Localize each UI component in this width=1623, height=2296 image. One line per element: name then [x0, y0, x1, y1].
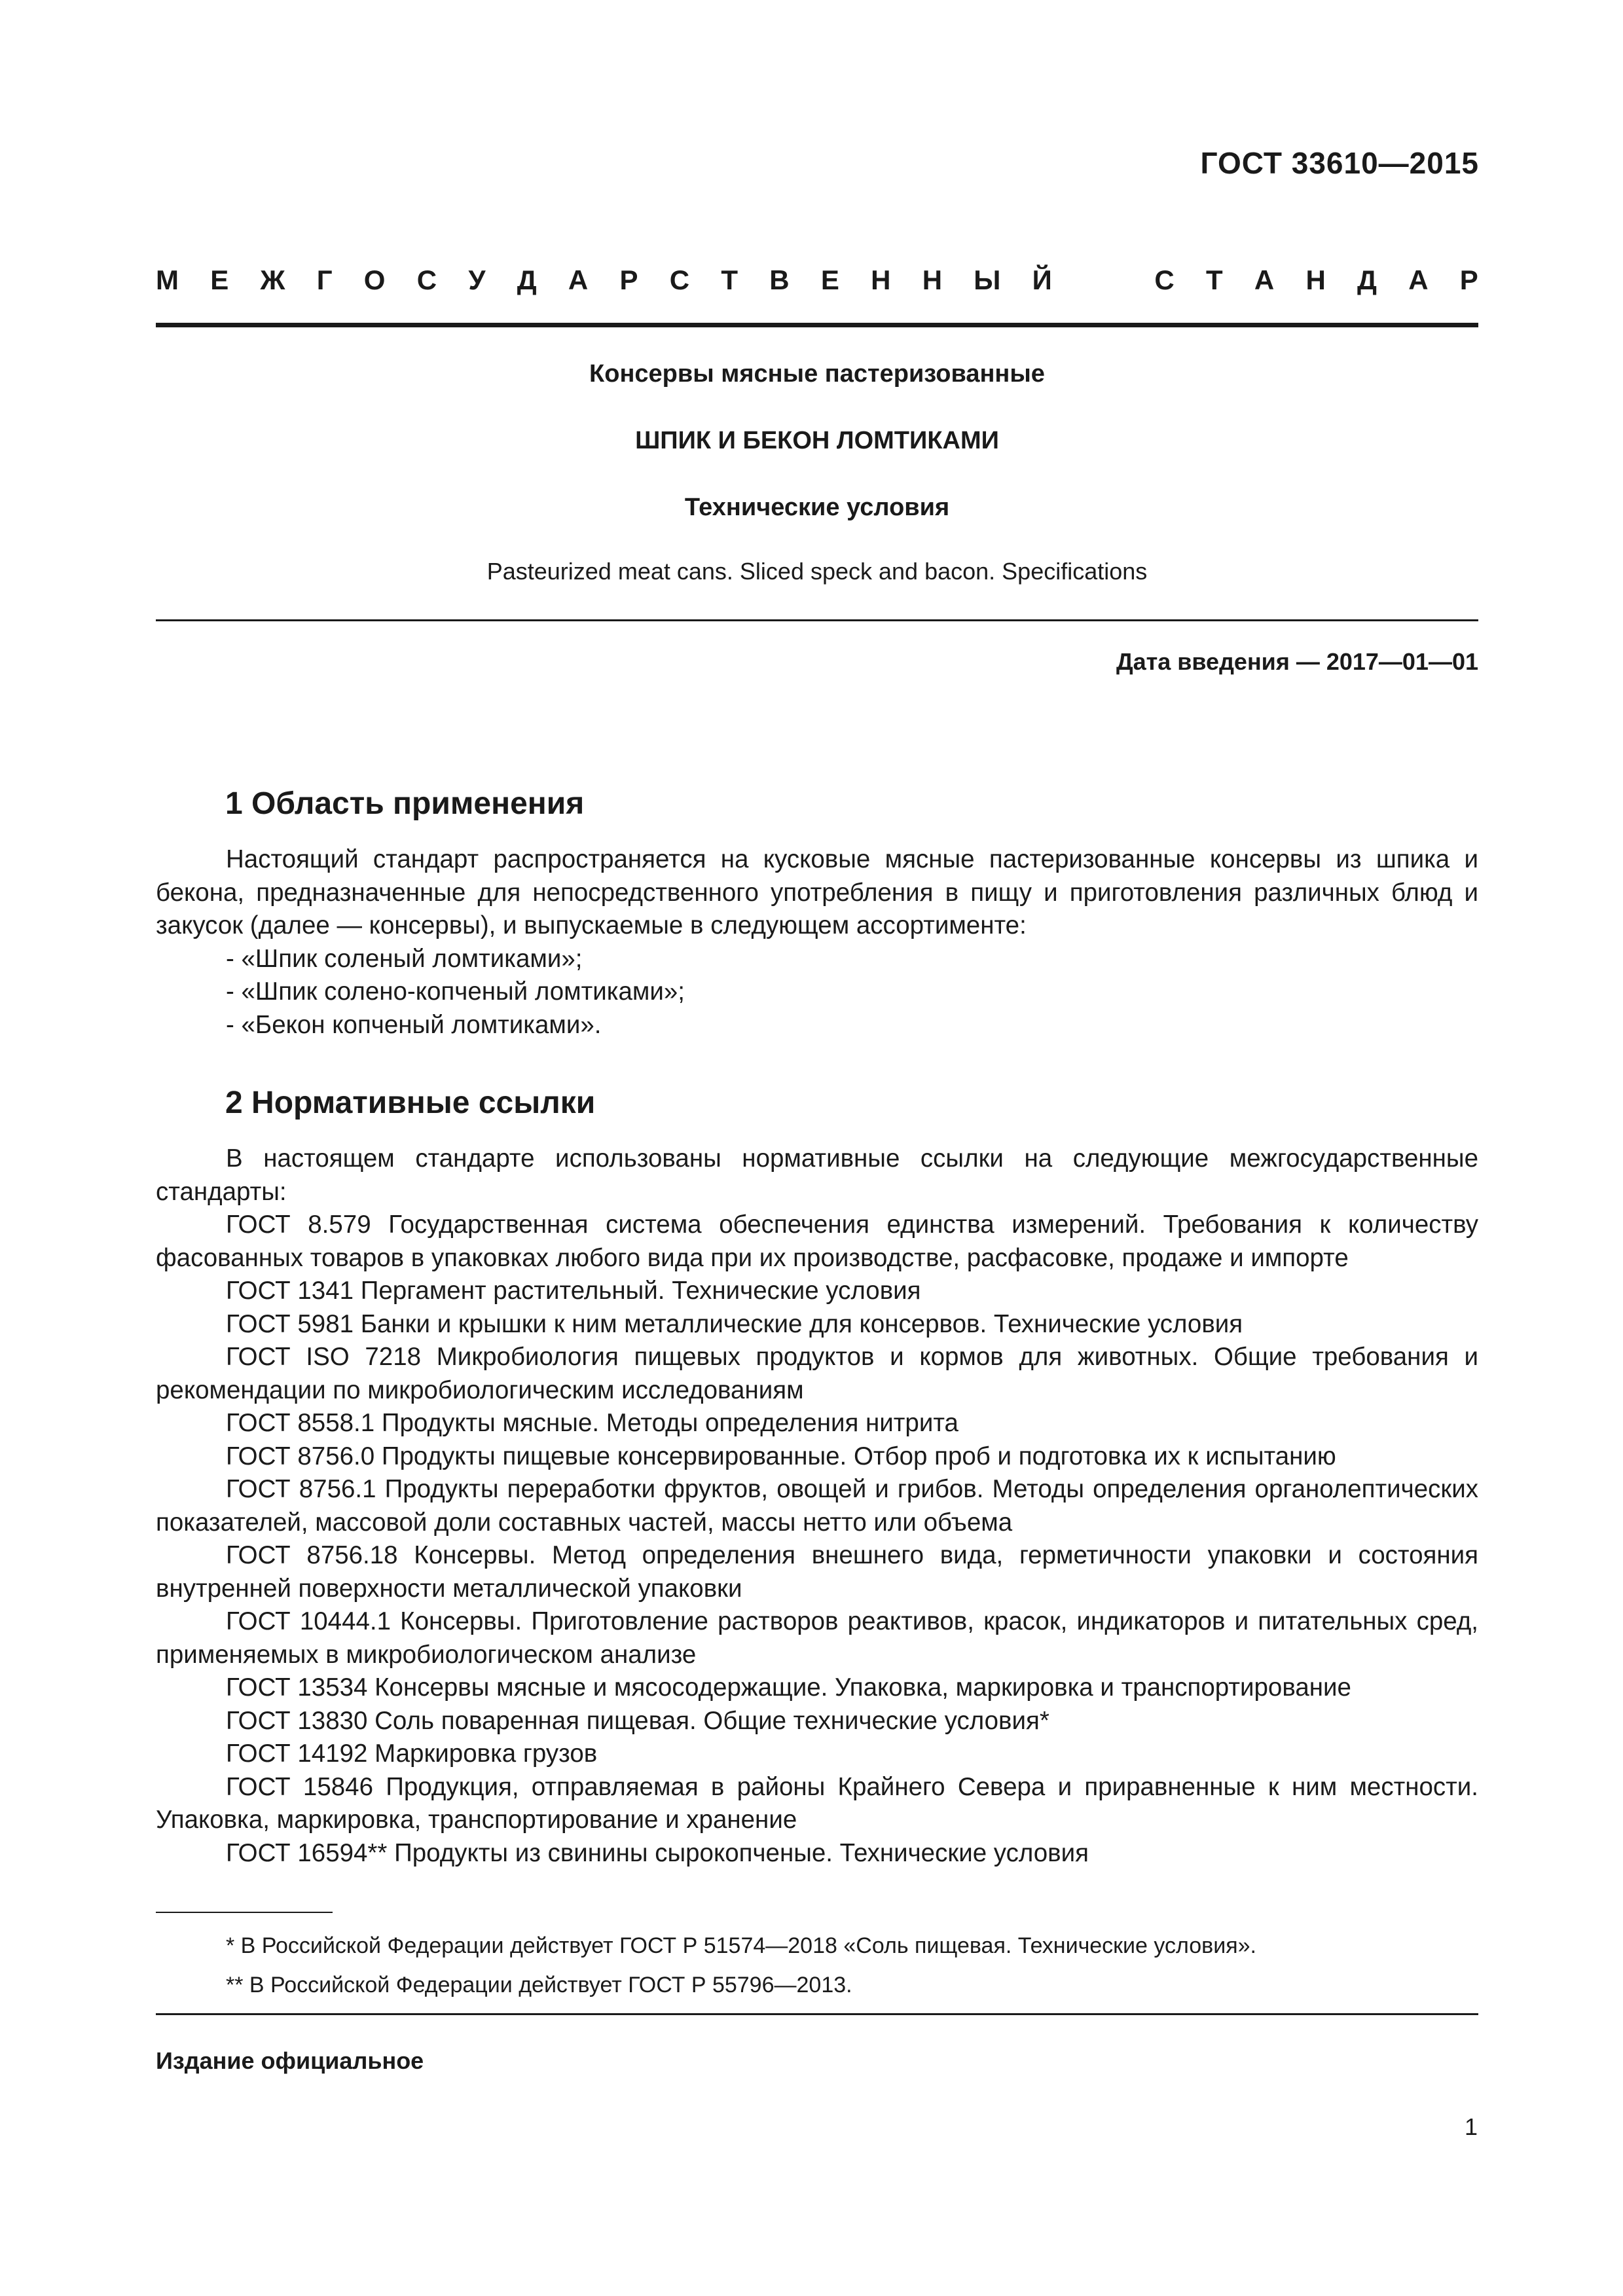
section-scope-body: [156, 843, 1478, 1042]
reference-item: ГОСТ 8558.1 Продукты мясные. Методы определения нитрита: [226, 1409, 958, 1437]
list-item: - «Шпик солено-копченый ломтиками»;: [226, 977, 685, 1006]
introduction-date: Дата введения — 2017—01—01: [1116, 648, 1478, 675]
section-heading-references: 2 Нормативные ссылки: [225, 1085, 596, 1120]
reference-item: ГОСТ 8756.18 Консервы. Метод определения внешнего вида, герметичности упаковки и состояния внутренней поверхности металлической упаковки: [156, 1541, 1478, 1603]
reference-item: ГОСТ 10444.1 Консервы. Приготовление растворов реактивов, красок, индикаторов и питательных сред, применяемых в микробиологическом анализе: [156, 1607, 1478, 1669]
title-divider: [156, 619, 1478, 621]
reference-item: ГОСТ 8.579 Государственная система обеспечения единства измерений. Требования к количеству фасованных товаров в упаковках любого вида при их производстве, расфасовке, продаже и импорте: [156, 1211, 1478, 1272]
reference-item: ГОСТ 5981 Банки и крышки к ним металлические для консервов. Технические условия: [226, 1309, 1243, 1338]
document-title-line-3: Технические условия: [684, 494, 950, 521]
scope-paragraph: Настоящий стандарт распространяется на кусковые мясные пастеризованные консервы из шпика и бекона, предназначенные для непосредственного употребления в пищу и приготовления различных блюд и закусок (далее — консервы), и выпускаемые в следующем ассортименте:: [156, 845, 1478, 939]
section-heading-scope: 1 Область применения: [225, 786, 585, 821]
list-item: - «Бекон копченый ломтиками».: [226, 1010, 602, 1039]
document-title-line-1: Консервы мясные пастеризованные: [589, 360, 1045, 388]
reference-item: ГОСТ 8756.1 Продукты переработки фруктов, овощей и грибов. Методы определения органолептических показателей, массовой доли составных частей, массы нетто или объема: [156, 1475, 1478, 1537]
section-references-body: [156, 1142, 1478, 1870]
page-number: 1: [1464, 2113, 1478, 2140]
reference-item: ГОСТ 16594** Продукты из свинины сырокопченые. Технические условия: [226, 1838, 1089, 1867]
footnote-separator: [156, 1912, 333, 1913]
list-item: - «Шпик соленый ломтиками»;: [226, 944, 583, 973]
document-title-line-2: ШПИК И БЕКОН ЛОМТИКАМИ: [635, 427, 999, 454]
header-divider: [156, 323, 1478, 327]
reference-item: ГОСТ 13830 Соль поваренная пищевая. Общие технические условия*: [226, 1706, 1049, 1735]
footnote: ** В Российской Федерации действует ГОСТ Р 55796—2013.: [226, 1973, 852, 1997]
reference-item: ГОСТ 1341 Пергамент растительный. Технические условия: [226, 1277, 921, 1305]
gost-number: ГОСТ 33610—2015: [1200, 146, 1479, 180]
footnotes: [156, 1926, 1478, 2005]
reference-item: ГОСТ 8756.0 Продукты пищевые консервированные. Отбор проб и подготовка их к испытанию: [226, 1442, 1336, 1470]
references-intro: В настоящем стандарте использованы нормативные ссылки на следующие межгосударственные стандарты:: [156, 1144, 1478, 1206]
reference-item: ГОСТ 14192 Маркировка грузов: [226, 1740, 598, 1768]
standard-type: М Е Ж Г О С У Д А Р С Т В Е Н Н Ы Й С Т А Н Д А Р: [156, 264, 1478, 295]
reference-item: ГОСТ 15846 Продукция, отправляемая в районы Крайнего Севера и приравненные к ним местности. Упаковка, маркировка, транспортирование и хранение: [156, 1772, 1478, 1834]
document-title-english: Pasteurized meat cans. Sliced speck and bacon. Specifications: [486, 558, 1148, 585]
footnote: * В Российской Федерации действует ГОСТ Р 51574—2018 «Соль пищевая. Технические условия».: [226, 1933, 1256, 1958]
edition-label: Издание официальное: [156, 2047, 424, 2074]
reference-item: ГОСТ ISO 7218 Микробиология пищевых продуктов и кормов для животных. Общие требования и рекомендации по микробиологическим исследованиям: [156, 1343, 1478, 1404]
reference-item: ГОСТ 13534 Консервы мясные и мясосодержащие. Упаковка, маркировка и транспортирование: [226, 1673, 1351, 1702]
footer-divider: [156, 2013, 1478, 2015]
